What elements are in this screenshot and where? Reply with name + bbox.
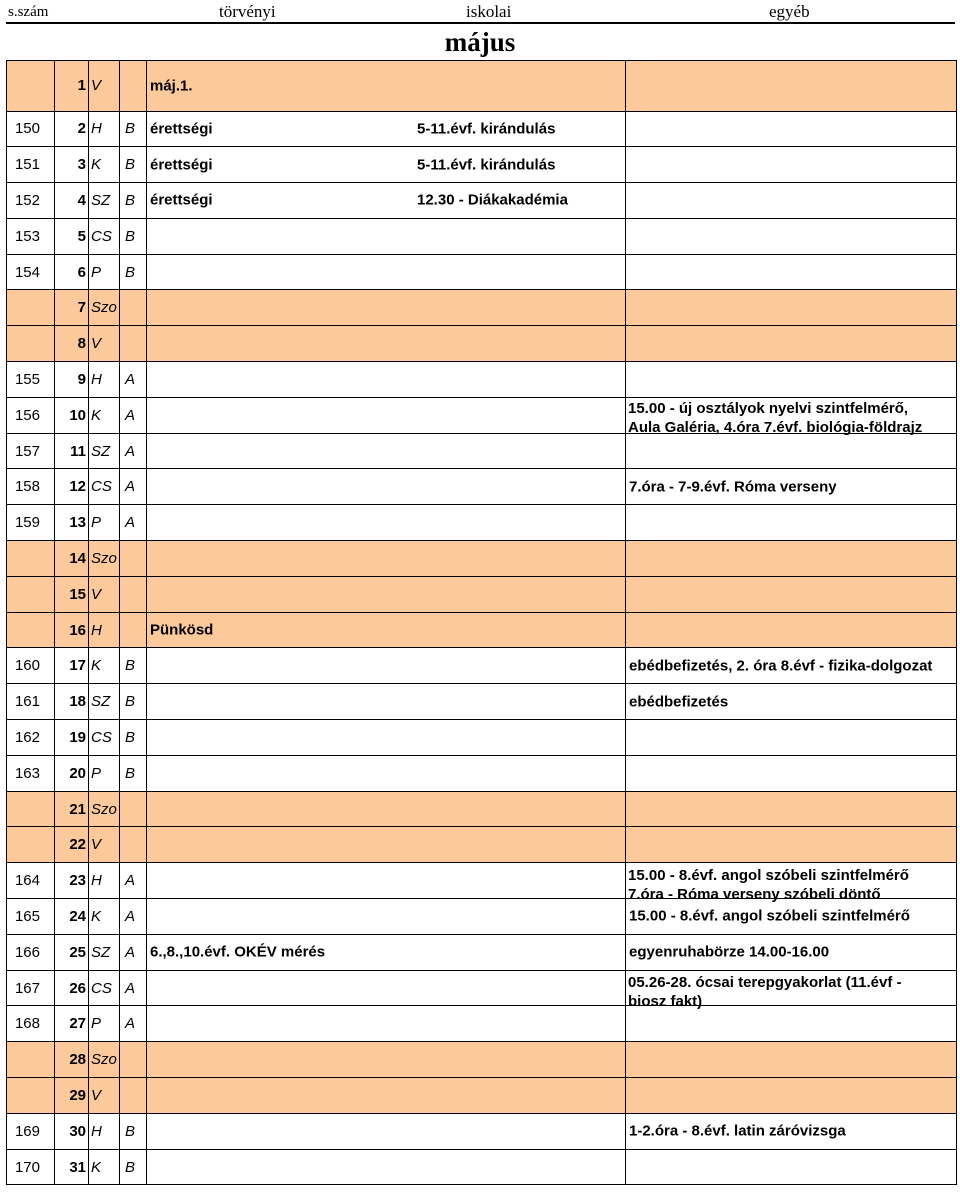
events-cell	[147, 720, 626, 756]
header-torvenyi: törvényi	[219, 2, 276, 21]
events-cell	[147, 1149, 626, 1185]
events-cell	[147, 648, 626, 684]
day-of-week: SZ	[89, 433, 120, 469]
header-egyeb: egyéb	[769, 2, 810, 21]
torvenyi-event: érettségi	[150, 120, 213, 138]
day-of-month: 7	[55, 290, 89, 326]
day-of-month: 31	[55, 1149, 89, 1185]
day-of-week: Szo	[89, 541, 120, 577]
day-of-week: CS	[89, 970, 120, 1006]
day-of-month: 6	[55, 254, 89, 290]
day-of-month: 14	[55, 541, 89, 577]
day-of-week: CS	[89, 218, 120, 254]
egyeb-cell	[626, 254, 957, 290]
egyeb-cell	[626, 541, 957, 577]
calendar-row	[7, 684, 957, 720]
note-line: 15.00 - új osztályok nyelvi szintfelmérő,	[628, 400, 909, 417]
calendar-row	[7, 576, 957, 612]
school-day-number: 163	[7, 755, 55, 791]
egyeb-cell	[626, 934, 957, 970]
day-of-week: Szo	[89, 290, 120, 326]
egyeb-cell	[626, 1042, 957, 1078]
school-day-number: 155	[7, 362, 55, 398]
events-cell	[147, 1113, 626, 1149]
note-line: 7.óra - Róma verseny szóbeli döntő	[628, 886, 881, 903]
egyeb-cell	[626, 1113, 957, 1149]
egyeb-cell	[626, 720, 957, 756]
calendar-row	[7, 934, 957, 970]
week-ab: A	[120, 970, 147, 1006]
column-header	[0, 2, 960, 24]
events-cell	[147, 290, 626, 326]
week-ab: B	[120, 147, 147, 183]
day-of-week: K	[89, 648, 120, 684]
school-day-number	[7, 290, 55, 326]
day-of-week: CS	[89, 469, 120, 505]
egyeb-event: ebédbefizetés	[629, 693, 729, 711]
egyeb-event: egyenruhabörze 14.00-16.00	[629, 943, 830, 961]
school-day-number: 151	[7, 147, 55, 183]
events-cell	[147, 147, 626, 183]
day-of-week: K	[89, 147, 120, 183]
day-of-month: 26	[55, 970, 89, 1006]
week-ab: B	[120, 111, 147, 147]
egyeb-event: ebédbefizetés, 2. óra 8.évf - fizika-dolgozat	[629, 657, 933, 675]
egyeb-cell	[626, 755, 957, 791]
day-of-week: V	[89, 326, 120, 362]
school-day-number: 150	[7, 111, 55, 147]
day-of-month: 24	[55, 899, 89, 935]
note-line: 15.00 - 8.évf. angol szóbeli szintfelmérő	[628, 867, 909, 884]
events-cell	[147, 397, 626, 433]
school-day-number: 168	[7, 1006, 55, 1042]
events-cell	[147, 612, 626, 648]
day-of-month: 12	[55, 469, 89, 505]
day-of-week: K	[89, 899, 120, 935]
school-day-number: 169	[7, 1113, 55, 1149]
day-of-month: 19	[55, 720, 89, 756]
calendar-row	[7, 720, 957, 756]
events-cell	[147, 111, 626, 147]
week-ab: B	[120, 755, 147, 791]
week-ab	[120, 61, 147, 112]
egyeb-cell	[626, 183, 957, 219]
note-day-10	[628, 399, 922, 437]
egyeb-cell	[626, 433, 957, 469]
week-ab: B	[120, 684, 147, 720]
calendar-row	[7, 254, 957, 290]
events-cell	[147, 505, 626, 541]
egyeb-cell	[626, 1078, 957, 1114]
day-of-month: 27	[55, 1006, 89, 1042]
school-day-number	[7, 576, 55, 612]
school-day-number: 164	[7, 863, 55, 899]
day-of-week: CS	[89, 720, 120, 756]
calendar-row	[7, 648, 957, 684]
day-of-month: 20	[55, 755, 89, 791]
day-of-month: 9	[55, 362, 89, 398]
note-line: 05.26-28. ócsai terepgyakorlat (11.évf -	[628, 974, 902, 991]
day-of-month: 25	[55, 934, 89, 970]
week-ab: A	[120, 505, 147, 541]
calendar-row	[7, 505, 957, 541]
egyeb-cell	[626, 290, 957, 326]
events-cell	[147, 469, 626, 505]
torvenyi-event: érettségi	[150, 156, 213, 174]
week-ab: A	[120, 934, 147, 970]
egyeb-cell	[626, 505, 957, 541]
school-day-number	[7, 612, 55, 648]
day-of-week: Szo	[89, 1042, 120, 1078]
events-cell	[147, 970, 626, 1006]
events-cell	[147, 61, 626, 112]
school-day-number	[7, 791, 55, 827]
week-ab	[120, 326, 147, 362]
header-sszam: s.szám	[8, 4, 49, 20]
egyeb-cell	[626, 684, 957, 720]
calendar-row	[7, 362, 957, 398]
egyeb-event: 1-2.óra - 8.évf. latin záróvizsga	[629, 1122, 846, 1140]
school-day-number	[7, 326, 55, 362]
school-day-number: 159	[7, 505, 55, 541]
day-of-month: 28	[55, 1042, 89, 1078]
egyeb-cell	[626, 147, 957, 183]
egyeb-cell	[626, 469, 957, 505]
day-of-month: 11	[55, 433, 89, 469]
week-ab	[120, 1078, 147, 1114]
events-cell	[147, 254, 626, 290]
egyeb-cell	[626, 61, 957, 112]
day-of-month: 23	[55, 863, 89, 899]
iskolai-event: 5-11.évf. kirándulás	[417, 156, 556, 174]
egyeb-cell	[626, 362, 957, 398]
egyeb-cell	[626, 218, 957, 254]
day-of-week: SZ	[89, 934, 120, 970]
school-day-number	[7, 61, 55, 112]
calendar-row	[7, 1113, 957, 1149]
day-of-week: H	[89, 362, 120, 398]
day-of-week: P	[89, 505, 120, 541]
events-cell	[147, 1042, 626, 1078]
week-ab: A	[120, 469, 147, 505]
calendar-row	[7, 612, 957, 648]
day-of-month: 15	[55, 576, 89, 612]
day-of-month: 17	[55, 648, 89, 684]
day-of-month: 4	[55, 183, 89, 219]
egyeb-event: 7.óra - 7-9.évf. Róma verseny	[629, 478, 837, 496]
egyeb-cell	[626, 111, 957, 147]
calendar-row	[7, 541, 957, 577]
events-cell	[147, 183, 626, 219]
day-of-week: K	[89, 1149, 120, 1185]
torvenyi-event: érettségi	[150, 191, 213, 209]
day-of-month: 3	[55, 147, 89, 183]
header-iskolai: iskolai	[466, 2, 512, 21]
school-day-number	[7, 1042, 55, 1078]
note-day-26	[628, 973, 901, 1011]
egyeb-cell	[626, 1006, 957, 1042]
day-of-week: P	[89, 755, 120, 791]
events-cell	[147, 541, 626, 577]
day-of-month: 2	[55, 111, 89, 147]
day-of-week: V	[89, 827, 120, 863]
week-ab: A	[120, 863, 147, 899]
events-cell	[147, 827, 626, 863]
egyeb-cell	[626, 576, 957, 612]
school-day-number: 152	[7, 183, 55, 219]
note-day-23	[628, 866, 909, 904]
torvenyi-event: 6.,8.,10.évf. OKÉV mérés	[150, 943, 326, 961]
events-cell	[147, 934, 626, 970]
school-day-number: 157	[7, 433, 55, 469]
school-day-number: 153	[7, 218, 55, 254]
day-of-week: SZ	[89, 183, 120, 219]
events-cell	[147, 433, 626, 469]
calendar-row	[7, 61, 957, 112]
day-of-month: 18	[55, 684, 89, 720]
calendar-row	[7, 1006, 957, 1042]
day-of-month: 16	[55, 612, 89, 648]
calendar-row	[7, 1042, 957, 1078]
calendar-row	[7, 1078, 957, 1114]
week-ab: A	[120, 362, 147, 398]
week-ab: B	[120, 183, 147, 219]
day-of-month: 22	[55, 827, 89, 863]
calendar-row	[7, 218, 957, 254]
school-day-number: 158	[7, 469, 55, 505]
calendar-row	[7, 827, 957, 863]
week-ab: A	[120, 899, 147, 935]
torvenyi-event: Pünkösd	[150, 621, 214, 639]
calendar-row	[7, 183, 957, 219]
school-day-number: 167	[7, 970, 55, 1006]
school-day-number	[7, 827, 55, 863]
school-day-number: 161	[7, 684, 55, 720]
week-ab: B	[120, 218, 147, 254]
calendar-row	[7, 433, 957, 469]
events-cell	[147, 326, 626, 362]
day-of-month: 8	[55, 326, 89, 362]
week-ab	[120, 827, 147, 863]
day-of-week: SZ	[89, 684, 120, 720]
week-ab	[120, 541, 147, 577]
month-title: május	[444, 27, 516, 57]
iskolai-event: 12.30 - Diákakadémia	[417, 191, 568, 209]
day-of-week: V	[89, 61, 120, 112]
day-of-month: 29	[55, 1078, 89, 1114]
school-day-number: 166	[7, 934, 55, 970]
events-cell	[147, 1006, 626, 1042]
week-ab: B	[120, 1113, 147, 1149]
day-of-week: K	[89, 397, 120, 433]
iskolai-event: 5-11.évf. kirándulás	[417, 120, 556, 138]
school-day-number	[7, 1078, 55, 1114]
week-ab	[120, 791, 147, 827]
school-day-number: 162	[7, 720, 55, 756]
school-day-number: 154	[7, 254, 55, 290]
school-day-number: 165	[7, 899, 55, 935]
events-cell	[147, 684, 626, 720]
header-divider	[6, 22, 955, 24]
calendar-row	[7, 791, 957, 827]
day-of-week: V	[89, 576, 120, 612]
egyeb-cell	[626, 1149, 957, 1185]
day-of-week: H	[89, 111, 120, 147]
calendar-row	[7, 1149, 957, 1185]
school-day-number: 160	[7, 648, 55, 684]
egyeb-cell	[626, 612, 957, 648]
day-of-week: P	[89, 1006, 120, 1042]
note-line: Aula Galéria, 4.óra 7.évf. biológia-földrajz	[628, 419, 923, 436]
events-cell	[147, 863, 626, 899]
torvenyi-event: máj.1.	[150, 77, 193, 95]
events-cell	[147, 791, 626, 827]
school-day-number: 156	[7, 397, 55, 433]
events-cell	[147, 218, 626, 254]
calendar-row	[7, 755, 957, 791]
week-ab	[120, 290, 147, 326]
egyeb-cell	[626, 648, 957, 684]
day-of-week: Szo	[89, 791, 120, 827]
week-ab: B	[120, 254, 147, 290]
calendar-row	[7, 147, 957, 183]
day-of-week: H	[89, 612, 120, 648]
school-day-number: 170	[7, 1149, 55, 1185]
day-of-month: 1	[55, 61, 89, 112]
day-of-week: H	[89, 1113, 120, 1149]
events-cell	[147, 576, 626, 612]
week-ab: A	[120, 1006, 147, 1042]
egyeb-cell	[626, 326, 957, 362]
calendar-row	[7, 326, 957, 362]
events-cell	[147, 362, 626, 398]
calendar-row	[7, 469, 957, 505]
events-cell	[147, 899, 626, 935]
calendar-row	[7, 111, 957, 147]
egyeb-event: 15.00 - 8.évf. angol szóbeli szintfelmérő	[629, 907, 910, 925]
day-of-month: 10	[55, 397, 89, 433]
week-ab: A	[120, 433, 147, 469]
note-line: biosz fakt)	[628, 993, 703, 1010]
week-ab: A	[120, 397, 147, 433]
day-of-month: 30	[55, 1113, 89, 1149]
week-ab	[120, 612, 147, 648]
week-ab	[120, 576, 147, 612]
day-of-month: 5	[55, 218, 89, 254]
week-ab: B	[120, 648, 147, 684]
day-of-week: V	[89, 1078, 120, 1114]
day-of-month: 13	[55, 505, 89, 541]
egyeb-cell	[626, 791, 957, 827]
day-of-month: 21	[55, 791, 89, 827]
day-of-week: P	[89, 254, 120, 290]
events-cell	[147, 755, 626, 791]
week-ab: B	[120, 720, 147, 756]
week-ab	[120, 1042, 147, 1078]
calendar-row	[7, 290, 957, 326]
week-ab: B	[120, 1149, 147, 1185]
calendar-table	[6, 60, 957, 1185]
school-day-number	[7, 541, 55, 577]
egyeb-cell	[626, 827, 957, 863]
calendar-body	[7, 61, 957, 1185]
events-cell	[147, 1078, 626, 1114]
day-of-week: H	[89, 863, 120, 899]
